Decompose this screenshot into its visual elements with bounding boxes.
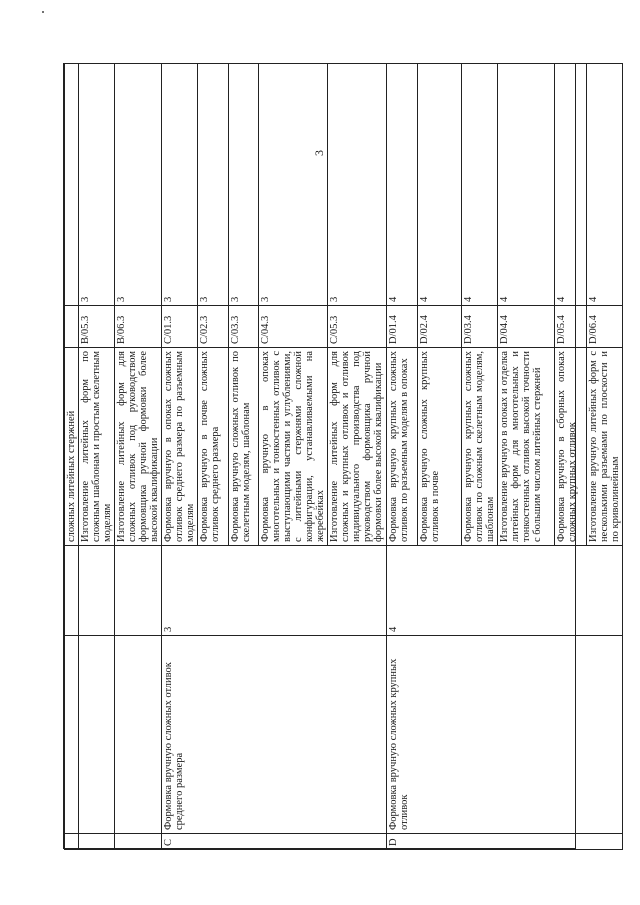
function-code-cell: C/04.3 (259, 306, 328, 348)
group-code-cell (65, 834, 79, 850)
function-name-cell: сложных литейных стержней (65, 348, 79, 546)
function-name-cell: Формовка вручную сложных крупных отливок в почве (418, 348, 462, 546)
group-name-cell: Формовка вручную сложных крупных отливок (387, 636, 623, 834)
function-code-cell: D/02.4 (418, 306, 462, 348)
group-name-cell (79, 636, 115, 834)
group-name-cell (115, 636, 162, 834)
function-level-cell: 3 (79, 64, 115, 306)
function-level-cell: 3 (328, 64, 387, 306)
group-code-cell (79, 834, 115, 850)
function-level-cell: 3 (162, 64, 198, 306)
function-level-cell: 3 (259, 64, 328, 306)
function-code-cell (65, 306, 79, 348)
function-name-cell: Формовка вручную в опоках многотельных и тонкостенных отливок с выступающими частями и углублениями, с литейными стержнями сложной конфигурации, устанавливаемыми на жеребейках (259, 348, 328, 546)
function-code-cell: B/06.3 (115, 306, 162, 348)
group-code-cell: C (162, 834, 387, 850)
group-code-cell (115, 834, 162, 850)
function-code-cell: C/03.3 (229, 306, 259, 348)
group-name-cell (65, 636, 79, 834)
function-level-cell: 4 (387, 64, 418, 306)
function-code-cell: C/02.3 (198, 306, 229, 348)
function-level-cell: 4 (498, 64, 555, 306)
function-name-cell: Формовка вручную крупных сложных отливок по сложным скелетным моделям, шаблонам (462, 348, 498, 546)
group-level-cell: 4 (387, 546, 623, 636)
function-name-cell: Формовка вручную в сборных опоках сложных крупных отливок (555, 348, 587, 546)
function-code-cell: C/05.3 (328, 306, 387, 348)
function-level-cell: 4 (462, 64, 498, 306)
function-name-cell: Изготовление литейных форм для сложных и крупных отливок и отливок индивидуального производства под руководством формовщика ручной формовки более высокой квалификации (328, 348, 387, 546)
function-level-cell: 3 (115, 64, 162, 306)
functions-table (64, 63, 623, 850)
function-name-cell: Изготовление литейных форм для сложных отливок под руководством формовщика ручной формовки более высокой квалификации (115, 348, 162, 546)
table-row (387, 64, 418, 850)
function-name-cell: Изготовление вручную в опоках и отделка литейных форм для многотельных и тонкостенных отливок высокой точности с большим числом литейных стержней (498, 348, 555, 546)
group-level-cell: 3 (162, 546, 387, 636)
function-level-cell: 4 (555, 64, 587, 306)
function-code-cell: D/04.4 (498, 306, 555, 348)
table-row (65, 64, 79, 850)
page-number: 3 (312, 150, 326, 156)
function-level-cell (65, 64, 79, 306)
function-name-cell: Формовка вручную сложных отливок по скелетным моделям, шаблонам (229, 348, 259, 546)
group-code-cell: D (387, 834, 623, 850)
group-level-cell (65, 546, 79, 636)
scan-speck (42, 11, 44, 13)
function-level-cell: 4 (418, 64, 462, 306)
labor-functions-table (63, 63, 621, 849)
function-level-cell: 3 (198, 64, 229, 306)
function-code-cell: D/03.4 (462, 306, 498, 348)
table-row (79, 64, 115, 850)
group-level-cell (115, 546, 162, 636)
function-code-cell: D/05.4 (555, 306, 587, 348)
function-code-cell: D/01.4 (387, 306, 418, 348)
group-name-cell: Формовка вручную сложных отливок среднего размера (162, 636, 387, 834)
function-name-cell: Формовка вручную крупных сложных отливок по разъемным моделям в опоках (387, 348, 418, 546)
function-code-cell: B/05.3 (79, 306, 115, 348)
table-row (162, 64, 198, 850)
table-row (115, 64, 162, 850)
group-level-cell (79, 546, 115, 636)
function-level-cell: 3 (229, 64, 259, 306)
function-level-cell: 4 (587, 64, 623, 306)
function-code-cell: D/06.4 (587, 306, 623, 348)
function-name-cell: Изготовление вручную литейных форм с несколькими разъемами по плоскости и по криволинейным (587, 348, 623, 546)
function-name-cell: Изготовление литейных форм по сложным шаблонам и простым скелетным моделям (79, 348, 115, 546)
table-rotator (64, 64, 621, 850)
function-code-cell: C/01.3 (162, 306, 198, 348)
function-name-cell: Формовка вручную в опоках сложных отливок среднего размера по разъемным моделям (162, 348, 198, 546)
function-name-cell: Формовка вручную в почве сложных отливок среднего размера (198, 348, 229, 546)
